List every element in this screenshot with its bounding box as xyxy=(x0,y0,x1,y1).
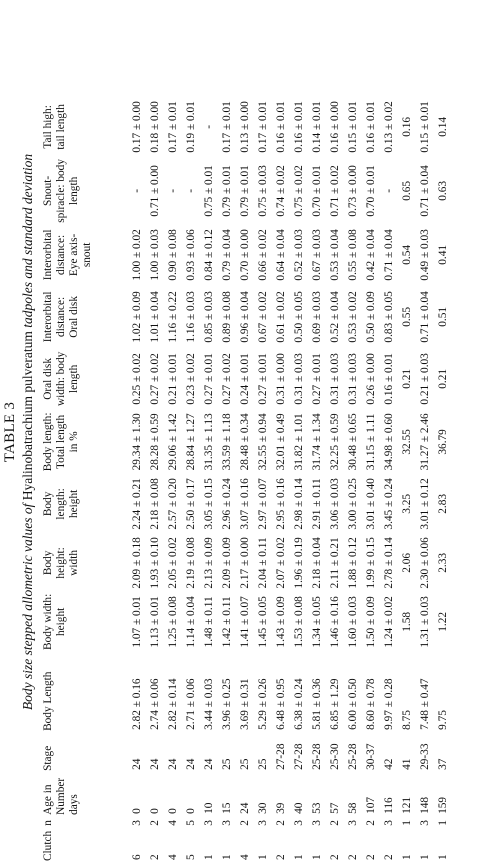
table-cell: 25 xyxy=(220,758,233,770)
table-cell: 1 xyxy=(256,854,269,860)
table-cell: 1.58 xyxy=(400,611,413,632)
table-cell: 6.85 ± 1.29 xyxy=(328,678,341,730)
table-cell: 0.93 ± 0.06 xyxy=(184,229,197,281)
table-cell: 32.01 ± 0.49 xyxy=(274,413,287,471)
table-cell: 0.21 ± 0.01 xyxy=(166,353,179,405)
table-body xyxy=(128,96,452,862)
table-row xyxy=(146,96,164,862)
table-cell: - xyxy=(130,189,143,193)
table-cell: 3.00 ± 0.25 xyxy=(346,478,359,530)
table-cell: 1.25 ± 0.08 xyxy=(166,596,179,648)
table-cell: 0.85 ± 0.03 xyxy=(202,291,215,343)
table-cell: 0.17 ± 0.01 xyxy=(166,101,179,153)
table-cell: 27-28 xyxy=(274,743,287,770)
table-cell: 2.33 xyxy=(436,552,449,573)
table-cell: 2.18 ± 0.08 xyxy=(148,478,161,530)
table-cell: 2.82 ± 0.14 xyxy=(166,678,179,730)
table-cell: 3.69 ± 0.31 xyxy=(238,678,251,730)
table-cell: 34.98 ± 0.60 xyxy=(382,413,395,471)
table-cell: 0.89 ± 0.08 xyxy=(220,291,233,343)
table-row xyxy=(308,96,326,862)
table-cell: 0.16 ± 0.00 xyxy=(328,101,341,153)
table-cell: 0.70 ± 0.01 xyxy=(364,165,377,217)
table-cell: 2 xyxy=(382,854,395,860)
table-cell: 32.55 xyxy=(400,429,413,455)
table-cell: 8.75 xyxy=(400,710,413,730)
table-cell: 3 xyxy=(202,820,215,826)
table-cell: 1.99 ± 0.15 xyxy=(364,537,377,589)
table-cell: 4 xyxy=(166,854,179,860)
table-cell: 0.27 ± 0.01 xyxy=(310,353,323,405)
table-cell: 0.17 ± 0.01 xyxy=(220,101,233,153)
table-cell: 2.17 ± 0.00 xyxy=(238,537,251,589)
table-cell: 24 xyxy=(130,758,143,770)
table-cell: 0.31 ± 0.00 xyxy=(274,353,287,405)
table-cell: 0.17 ± 0.00 xyxy=(130,101,143,153)
table-cell: 5 xyxy=(184,854,197,860)
caption-lead: Body size stepped allometric values of xyxy=(20,503,35,711)
table-cell: 0.55 ± 0.08 xyxy=(346,229,359,281)
table-cell: 1.22 xyxy=(436,611,449,632)
table-cell: 0.23 ± 0.02 xyxy=(184,353,197,405)
col-header: Body length: Total length in % xyxy=(42,412,80,472)
col-header: Tail high: tail length xyxy=(42,104,67,150)
table-cell: 0.18 ± 0.00 xyxy=(148,101,161,153)
table-cell: 1.01 ± 0.04 xyxy=(148,291,161,343)
table-cell: 2.50 ± 0.17 xyxy=(184,478,197,530)
table-cell: 24 xyxy=(148,758,161,770)
table-cell: 0.31 ± 0.03 xyxy=(328,353,341,405)
table-cell: 0.16 xyxy=(400,116,413,137)
table-row xyxy=(344,96,362,862)
table-cell: 0.79 ± 0.01 xyxy=(238,165,251,217)
table-cell: 8.60 ± 0.78 xyxy=(364,678,377,730)
table-cell: 0.21 xyxy=(436,368,449,389)
table-cell: 25-28 xyxy=(310,743,323,770)
table-cell: 0.15 ± 0.01 xyxy=(418,101,431,153)
table-cell: 3.01 ± 0.12 xyxy=(418,478,431,530)
table-cell: 116 xyxy=(382,797,395,814)
table-cell: 36.79 xyxy=(436,429,449,455)
table-cell: 2 xyxy=(274,820,287,826)
table-cell: 0.69 ± 0.03 xyxy=(310,291,323,343)
table-cell: 24 xyxy=(202,758,215,770)
table-cell: 148 xyxy=(418,796,431,814)
table-cell: 5.29 ± 0.26 xyxy=(256,678,269,730)
table-cell: 1.00 ± 0.03 xyxy=(148,229,161,281)
table-cell: 28.48 ± 0.34 xyxy=(238,413,251,471)
table-cell: 0.75 ± 0.03 xyxy=(256,165,269,217)
table-cell: 2.30 ± 0.06 xyxy=(418,537,431,589)
table-cell: 107 xyxy=(364,796,377,814)
table-cell: 0.67 ± 0.02 xyxy=(256,291,269,343)
table-cell: 32.25 ± 0.59 xyxy=(328,413,341,471)
table-cell: 31.35 ± 1.13 xyxy=(202,413,215,471)
table-row xyxy=(398,96,416,862)
table-cell: 0.53 ± 0.02 xyxy=(346,291,359,343)
table-cell: 0.15 ± 0.01 xyxy=(346,101,359,153)
table-cell: 0.17 ± 0.01 xyxy=(256,101,269,153)
table-cell: 0.31 ± 0.03 xyxy=(346,353,359,405)
table-cell: 25-30 xyxy=(328,743,341,770)
table-cell: 0.13 ± 0.02 xyxy=(382,101,395,153)
table-cell: 0.75 ± 0.02 xyxy=(292,165,305,217)
table-cell: 0.52 ± 0.03 xyxy=(292,229,305,281)
table-cell: 0.41 xyxy=(436,244,449,265)
table-cell: 24 xyxy=(238,802,251,814)
table-cell: 0.13 ± 0.00 xyxy=(238,101,251,153)
table-cell: 40 xyxy=(292,802,305,814)
col-header: Body width: height xyxy=(42,593,67,650)
table-cell: 2.83 xyxy=(436,493,449,514)
table-cell: 0.27 ± 0.02 xyxy=(148,353,161,405)
table-cell: 1.34 ± 0.05 xyxy=(310,596,323,648)
table-caption xyxy=(20,0,36,864)
table-cell: 2.71 ± 0.06 xyxy=(184,678,197,730)
table-cell: 6 xyxy=(130,854,143,860)
table-cell: 1 xyxy=(418,854,431,860)
table-cell: 0.25 ± 0.02 xyxy=(130,353,143,405)
table-cell: 2.09 ± 0.09 xyxy=(220,537,233,589)
table-cell: 3.05 ± 0.15 xyxy=(202,478,215,530)
table-cell: 0.71 ± 0.00 xyxy=(148,165,161,217)
table-cell: 0.70 ± 0.01 xyxy=(310,165,323,217)
table-cell: 0.24 ± 0.01 xyxy=(238,353,251,405)
table-cell: 10 xyxy=(202,802,215,814)
table-row xyxy=(326,96,344,862)
table-cell: - xyxy=(184,189,197,193)
table-cell: 0.31 ± 0.03 xyxy=(292,353,305,405)
table-cell: 3.07 ± 0.16 xyxy=(238,478,251,530)
table-cell: 41 xyxy=(400,758,413,770)
table-row xyxy=(182,96,200,862)
table-cell: 53 xyxy=(310,802,323,814)
table-cell: 0.79 ± 0.01 xyxy=(220,165,233,217)
table-cell: 0.71 ± 0.04 xyxy=(418,165,431,217)
table-cell: 1.16 ± 0.03 xyxy=(184,291,197,343)
table-cell: 3.44 ± 0.03 xyxy=(202,678,215,730)
table-cell: 0.54 xyxy=(400,244,413,265)
table-cell: 0.16 ± 0.01 xyxy=(292,101,305,153)
table-cell: 0.53 ± 0.04 xyxy=(328,229,341,281)
table-cell: 0.66 ± 0.02 xyxy=(256,229,269,281)
caption-tail: tadpoles and standard deviation xyxy=(20,153,35,328)
table-cell: 1.43 ± 0.09 xyxy=(274,596,287,648)
table-cell: 0.71 ± 0.04 xyxy=(418,291,431,343)
table-cell: 0.64 ± 0.04 xyxy=(274,229,287,281)
table-cell: 3 xyxy=(310,820,323,826)
col-header: Snout-spiracle: body length xyxy=(42,159,80,223)
table-cell: 0.21 ± 0.03 xyxy=(418,353,431,405)
table-cell: 0.61 ± 0.02 xyxy=(274,291,287,343)
col-header: Interorbital distance: Eye axis-snout xyxy=(42,229,93,281)
table-cell: 0.26 ± 0.00 xyxy=(364,353,377,405)
table-cell: 2 xyxy=(346,854,359,860)
table-cell: 121 xyxy=(400,796,413,814)
table-cell: 2 xyxy=(364,854,377,860)
table-row xyxy=(236,96,254,862)
table-cell: 25 xyxy=(256,758,269,770)
table-cell: 1.31 ± 0.03 xyxy=(418,596,431,648)
table-cell: 1 xyxy=(436,854,449,860)
table-cell: 4 xyxy=(238,854,251,860)
table-cell: 2.06 xyxy=(400,552,413,573)
table-cell: 3 xyxy=(256,820,269,826)
table-row xyxy=(272,96,290,862)
table-cell: 1 xyxy=(400,854,413,860)
table-cell: 0.16 ± 0.01 xyxy=(382,353,395,405)
table-cell: 2.07 ± 0.02 xyxy=(274,537,287,589)
table-cell: 1 xyxy=(400,820,413,826)
table-row xyxy=(128,96,146,862)
table-cell: 31.74 ± 1.34 xyxy=(310,413,323,471)
table-cell: 2.97 ± 0.07 xyxy=(256,478,269,530)
table-cell: 28.84 ± 1.27 xyxy=(184,413,197,471)
table-cell: 1.48 ± 0.11 xyxy=(202,596,215,648)
table-cell: 2.05 ± 0.02 xyxy=(166,537,179,589)
table-cell: 32.55 ± 0.94 xyxy=(256,413,269,471)
table-cell: 31.82 ± 1.01 xyxy=(292,413,305,471)
table-cell: 1.53 ± 0.08 xyxy=(292,596,305,648)
table-cell: 3.45 ± 0.24 xyxy=(382,478,395,530)
table-cell: 0.16 ± 0.01 xyxy=(364,101,377,153)
table-cell: 6.00 ± 0.50 xyxy=(346,678,359,730)
table-cell: 1.02 ± 0.09 xyxy=(130,291,143,343)
table-row xyxy=(164,96,182,862)
table-cell: 0.55 xyxy=(400,306,413,327)
table-cell: 0.73 ± 0.00 xyxy=(346,165,359,217)
table-cell: 3.25 xyxy=(400,493,413,514)
table-cell: 2 xyxy=(148,820,161,826)
table-cell: 3 xyxy=(130,820,143,826)
table-cell: 25 xyxy=(238,758,251,770)
table-cell: 0.52 ± 0.04 xyxy=(328,291,341,343)
table-cell: 3.01 ± 0.40 xyxy=(364,478,377,530)
table-cell: - xyxy=(202,125,215,129)
table-cell: 1.96 ± 0.19 xyxy=(292,537,305,589)
header-row xyxy=(42,96,128,862)
table-cell: 3 xyxy=(220,820,233,826)
table-row xyxy=(290,96,308,862)
table-cell: 1.88 ± 0.12 xyxy=(346,537,359,589)
table-cell: 2.91 ± 0.11 xyxy=(310,478,323,530)
table-cell: 1.60 ± 0.03 xyxy=(346,596,359,648)
col-header: Body length: height xyxy=(42,488,80,520)
table-cell: 2 xyxy=(328,820,341,826)
table-cell: 3 xyxy=(382,820,395,826)
table-cell: 0.75 ± 0.01 xyxy=(202,165,215,217)
table-cell: 27-28 xyxy=(292,743,305,770)
table-cell: 0.63 xyxy=(436,180,449,201)
table-cell: 0 xyxy=(184,808,197,814)
table-cell: 3 xyxy=(418,820,431,826)
table-cell: 0.74 ± 0.02 xyxy=(274,165,287,217)
table-row xyxy=(254,96,272,862)
table-cell: 2.24 ± 0.21 xyxy=(130,478,143,530)
table-cell: 24 xyxy=(166,758,179,770)
table-cell: 0 xyxy=(148,808,161,814)
col-header: Body height: width xyxy=(42,547,80,579)
table-cell: 58 xyxy=(346,802,359,814)
table-cell: 0.84 ± 0.12 xyxy=(202,229,215,281)
table-cell: 30-37 xyxy=(364,743,377,770)
table-cell: 1 xyxy=(202,854,215,860)
table-cell: 0.79 ± 0.04 xyxy=(220,229,233,281)
table-cell: 2 xyxy=(274,854,287,860)
table-cell: 1.16 ± 0.22 xyxy=(166,291,179,343)
table-cell: 1.00 ± 0.02 xyxy=(130,229,143,281)
table-row xyxy=(380,96,398,862)
table-cell: 31.27 ± 2.46 xyxy=(418,413,431,471)
table-cell: 1.14 ± 0.04 xyxy=(184,596,197,648)
table-cell: 2.96 ± 0.24 xyxy=(220,478,233,530)
table-cell: 0.14 xyxy=(436,116,449,137)
table-cell: 33.59 ± 1.18 xyxy=(220,413,233,471)
table-cell: 2.04 ± 0.11 xyxy=(256,537,269,589)
table-cell: 30.48 ± 0.65 xyxy=(346,413,359,471)
table-cell: 0.19 ± 0.01 xyxy=(184,101,197,153)
table-cell: 2 xyxy=(364,820,377,826)
table-cell: 1.24 ± 0.02 xyxy=(382,596,395,648)
table-cell: 1.93 ± 0.10 xyxy=(148,537,161,589)
col-header: Age in Number days xyxy=(42,777,80,815)
caption-species: Hyalinobatrachium pulveratum xyxy=(20,331,35,501)
table-cell: 2 xyxy=(148,854,161,860)
table-cell: 1.07 ± 0.01 xyxy=(130,596,143,648)
table-cell: 24 xyxy=(184,758,197,770)
table-cell: 0.27 ± 0.01 xyxy=(256,353,269,405)
col-header: Body Length xyxy=(42,671,54,731)
table-cell: 0.96 ± 0.04 xyxy=(238,291,251,343)
table-cell: 1 xyxy=(436,820,449,826)
table-cell: 28.28 ± 0.59 xyxy=(148,413,161,471)
table-cell: 9.97 ± 0.28 xyxy=(382,678,395,730)
table-cell: 0.27 ± 0.01 xyxy=(202,353,215,405)
table-cell: 37 xyxy=(436,758,449,770)
table-cell: 3.96 ± 0.25 xyxy=(220,678,233,730)
table-cell: 30 xyxy=(256,802,269,814)
table-cell: 0.90 ± 0.08 xyxy=(166,229,179,281)
table-cell: 31.15 ± 1.11 xyxy=(364,413,377,471)
table-cell: 0.65 xyxy=(400,180,413,201)
table-cell: 3 xyxy=(346,820,359,826)
table-row xyxy=(416,96,434,862)
table-cell: 29.34 ± 1.30 xyxy=(130,413,143,471)
table-cell: 1 xyxy=(292,854,305,860)
table-cell: 42 xyxy=(382,758,395,770)
table-cell: 0.70 ± 0.00 xyxy=(238,229,251,281)
table-cell: - xyxy=(166,189,179,193)
table-cell: 9.75 xyxy=(436,710,449,730)
table-cell: 57 xyxy=(328,802,341,814)
table-cell: 0.14 ± 0.01 xyxy=(310,101,323,153)
table-cell: 2 xyxy=(238,820,251,826)
table-cell: 25-28 xyxy=(346,743,359,770)
table-cell: 2.19 ± 0.08 xyxy=(184,537,197,589)
table-cell: 1.45 ± 0.05 xyxy=(256,596,269,648)
col-header: Oral disk width: body length xyxy=(42,351,80,407)
table-cell: 2.74 ± 0.06 xyxy=(148,678,161,730)
table-cell: 2.57 ± 0.20 xyxy=(166,478,179,530)
table-cell: 0.71 ± 0.04 xyxy=(382,229,395,281)
table-cell: 0 xyxy=(130,808,143,814)
table-row xyxy=(200,96,218,862)
table-cell: 1 xyxy=(310,854,323,860)
table-cell: 0.49 ± 0.03 xyxy=(418,229,431,281)
table-cell: 5 xyxy=(184,820,197,826)
table-row xyxy=(434,96,452,862)
col-header: Interorbital distance: Oral disk xyxy=(42,291,80,343)
table-cell: 0.42 ± 0.04 xyxy=(364,229,377,281)
table-cell: 6.38 ± 0.24 xyxy=(292,678,305,730)
table-cell: 15 xyxy=(220,802,233,814)
col-header: Stage xyxy=(42,745,54,771)
table-cell: 1.41 ± 0.07 xyxy=(238,596,251,648)
table-cell: 29-33 xyxy=(418,743,431,770)
table-cell: 0.16 ± 0.01 xyxy=(274,101,287,153)
table-cell: 0.50 ± 0.09 xyxy=(364,291,377,343)
table-row xyxy=(218,96,236,862)
table-cell: 0.71 ± 0.02 xyxy=(328,165,341,217)
table-cell: 159 xyxy=(436,796,449,814)
table-cell: 1.50 ± 0.09 xyxy=(364,596,377,648)
table-cell: 3.06 ± 0.03 xyxy=(328,478,341,530)
table-cell: 3 xyxy=(292,820,305,826)
table-cell: 2.09 ± 0.18 xyxy=(130,537,143,589)
table-cell: 0.51 xyxy=(436,306,449,327)
table-cell: 2 xyxy=(328,854,341,860)
table-cell: 1.42 ± 0.11 xyxy=(220,596,233,648)
table-cell: 29.06 ± 1.42 xyxy=(166,413,179,471)
table-cell: 0.27 ± 0.02 xyxy=(220,353,233,405)
table-row xyxy=(362,96,380,862)
table-cell: 4 xyxy=(166,820,179,826)
table-cell: 2.82 ± 0.16 xyxy=(130,678,143,730)
table-cell: 7.48 ± 0.47 xyxy=(418,678,431,730)
table-cell: 0 xyxy=(166,808,179,814)
table-cell: 2.95 ± 0.16 xyxy=(274,478,287,530)
table-cell: 0.21 xyxy=(400,368,413,389)
table-cell: 1 xyxy=(220,854,233,860)
table-cell: 5.81 ± 0.36 xyxy=(310,678,323,730)
table-cell: 0.50 ± 0.05 xyxy=(292,291,305,343)
table-cell: 1.46 ± 0.16 xyxy=(328,596,341,648)
table-title: TABLE 3 xyxy=(2,401,18,463)
table-cell: 2.18 ± 0.04 xyxy=(310,537,323,589)
allometry-table xyxy=(42,96,452,862)
table-cell: - xyxy=(382,189,395,193)
table-cell: 0.67 ± 0.03 xyxy=(310,229,323,281)
table-cell: 0.83 ± 0.05 xyxy=(382,291,395,343)
table-cell: 2.11 ± 0.21 xyxy=(328,537,341,589)
col-header: n xyxy=(42,820,54,826)
table-cell: 1.13 ± 0.01 xyxy=(148,596,161,648)
table-cell: 2.78 ± 0.14 xyxy=(382,537,395,589)
table-cell: 39 xyxy=(274,802,287,814)
table-cell: 6.48 ± 0.95 xyxy=(274,678,287,730)
col-header: Clutch xyxy=(42,830,54,861)
table-cell: 2.13 ± 0.09 xyxy=(202,537,215,589)
table-cell: 2.98 ± 0.14 xyxy=(292,478,305,530)
